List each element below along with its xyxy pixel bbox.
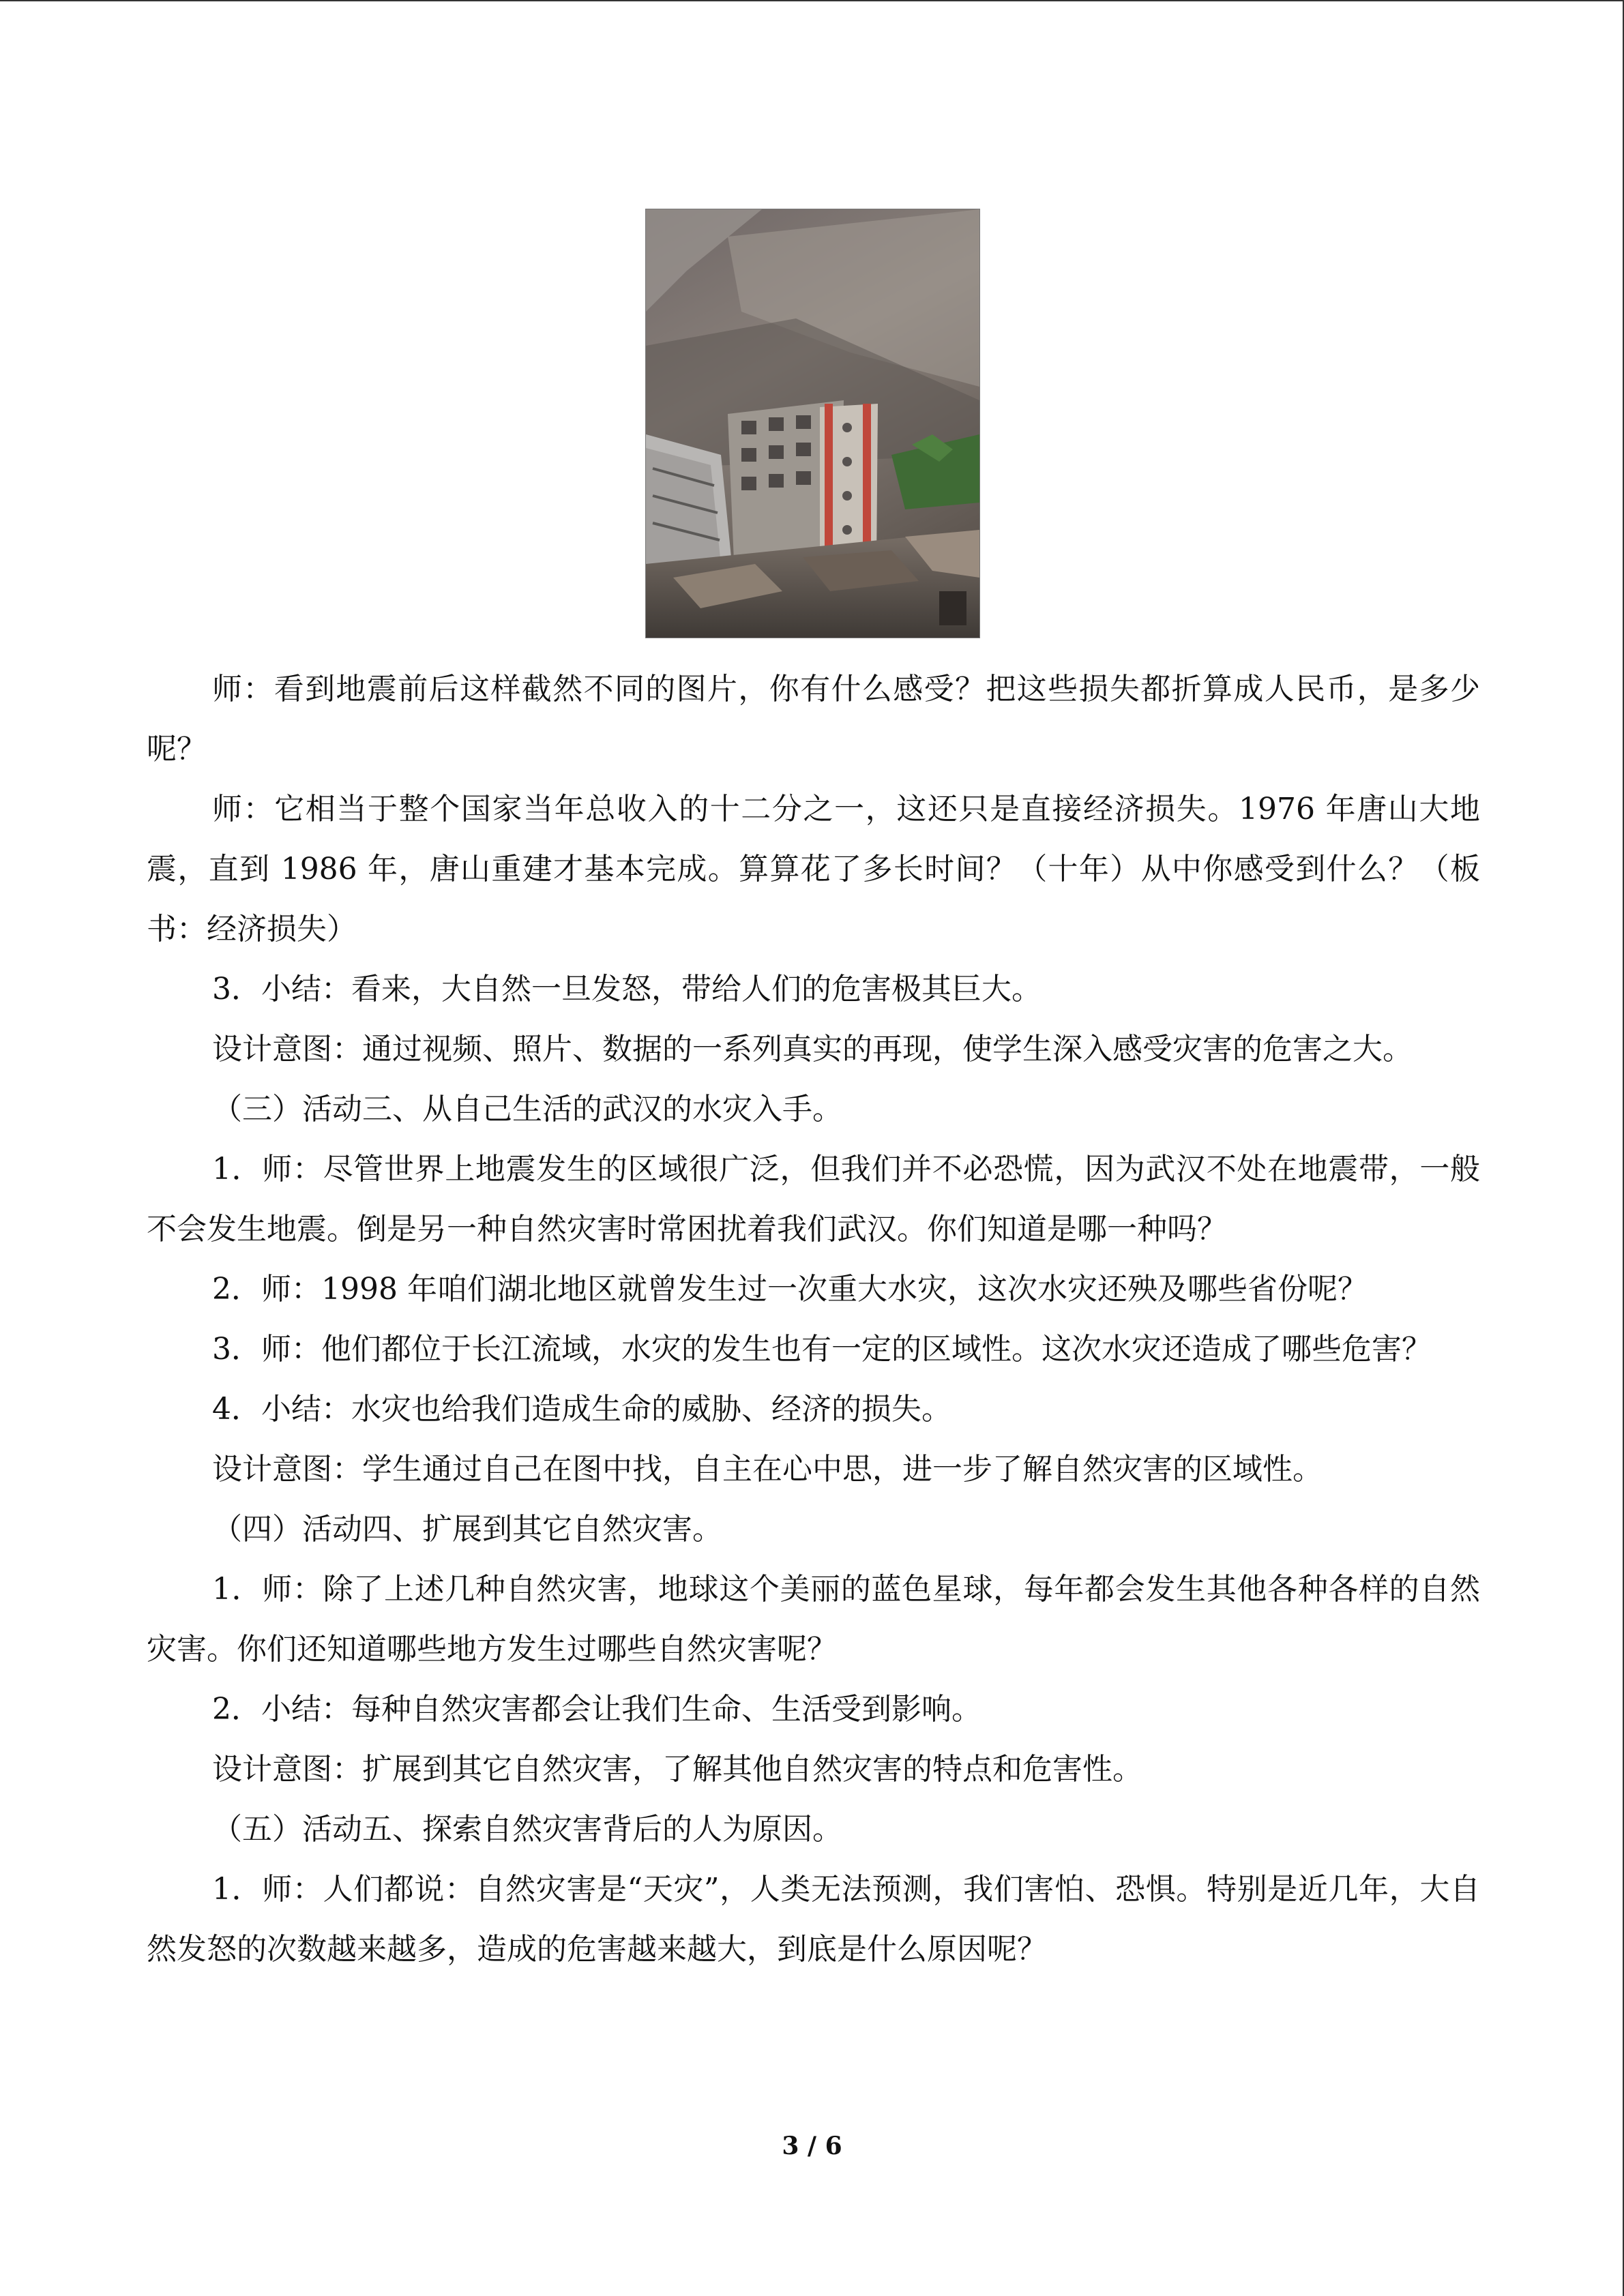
paragraph: 2．师：1998 年咱们湖北地区就曾发生过一次重大水灾，这次水灾还殃及哪些省份呢？ xyxy=(212,1272,1368,1307)
paragraph: 4．小结：水灾也给我们造成生命的威胁、经济的损失。 xyxy=(212,1392,951,1427)
page-top-border xyxy=(0,0,1624,1)
paragraph: 设计意图：学生通过自己在图中找，自主在心中思，进一步了解自然灾害的区域性。 xyxy=(212,1452,1323,1487)
paragraph: 3．师：他们都位于长江流域，水灾的发生也有一定的区域性。这次水灾还造成了哪些危害？ xyxy=(212,1332,1432,1367)
section-heading: （四）活动四、扩展到其它自然灾害。 xyxy=(212,1512,722,1547)
page-number: 3 / 6 xyxy=(782,2132,842,2160)
paragraph: 设计意图：通过视频、照片、数据的一系列真实的再现，使学生深入感受灾害的危害之大。 xyxy=(212,1032,1413,1067)
earthquake-photo xyxy=(645,209,980,638)
paragraph: 2．小结：每种自然灾害都会让我们生命、生活受到影响。 xyxy=(212,1692,981,1727)
paragraph: 师：看到地震前后这样截然不同的图片，你有什么感受？把这些损失都折算成人民币，是多少呢？ xyxy=(147,672,1480,766)
paragraph: 1．师：人们都说：自然灾害是“天灾”，人类无法预测，我们害怕、恐惧。特别是近几年，大自然发怒的次数越来越多，造成的危害越来越大，到底是什么原因呢？ xyxy=(147,1872,1480,1967)
paragraph: 1．师：尽管世界上地震发生的区域很广泛，但我们并不必恐慌，因为武汉不处在地震带，一般不会发生地震。倒是另一种自然灾害时常困扰着我们武汉。你们知道是哪一种吗？ xyxy=(147,1152,1480,1247)
paragraph: 设计意图：扩展到其它自然灾害，了解其他自然灾害的特点和危害性。 xyxy=(212,1752,1142,1787)
paragraph: 3．小结：看来，大自然一旦发怒，带给人们的危害极其巨大。 xyxy=(212,972,1042,1007)
document-body xyxy=(147,659,1480,1980)
section-heading: （三）活动三、从自己生活的武汉的水灾入手。 xyxy=(212,1092,842,1127)
paragraph: 1．师：除了上述几种自然灾害，地球这个美丽的蓝色星球，每年都会发生其他各种各样的自然灾害。你们还知道哪些地方发生过哪些自然灾害呢？ xyxy=(147,1572,1480,1667)
paragraph: 师：它相当于整个国家当年总收入的十二分之一，这还只是直接经济损失。1976 年唐山大地震，直到 1986 年，唐山重建才基本完成。算算花了多长时间？（十年）从中你感受到什么？（板书：经济损失） xyxy=(147,792,1480,946)
earthquake-collapsed-building-photo-icon xyxy=(646,209,979,638)
section-heading: （五）活动五、探索自然灾害背后的人为原因。 xyxy=(212,1812,842,1847)
